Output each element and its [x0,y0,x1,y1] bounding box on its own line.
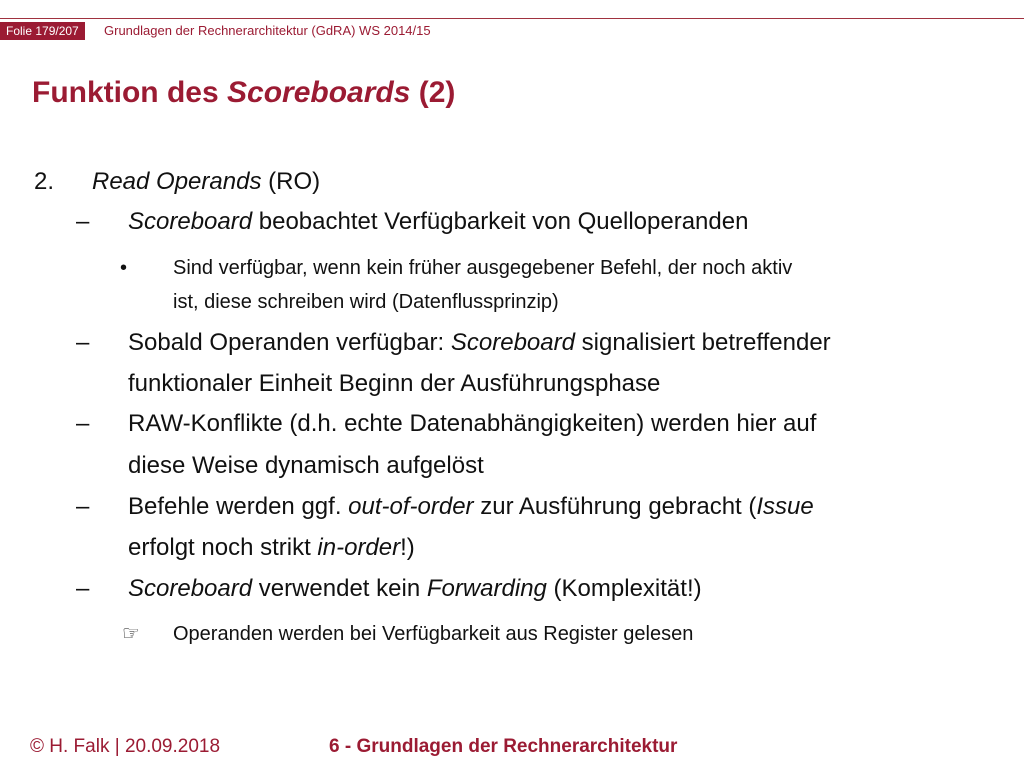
pointing-hand-icon: ☞ [122,623,140,645]
dash5-italic-1: Scoreboard [128,575,253,602]
dash-marker-5: – [76,575,90,602]
dash4-line2-prefix: erfolgt noch strikt [128,534,318,561]
dash5-italic-2: Forwarding [426,575,547,602]
dash-marker-3: – [76,410,90,437]
dash5-suffix: (Komplexität!) [546,575,702,602]
item-number: 2. [34,168,55,195]
course-title: Grundlagen der Rechnerarchitektur (GdRA) WS 2014/15 [104,23,431,38]
title-italic: Scoreboards [227,76,411,109]
dash-marker-2: – [76,329,90,356]
dash-item-2-line-2: funktionaler Einheit Beginn der Ausführungsphase [128,370,661,397]
dash5-mid: verwendet kein [252,575,427,602]
slide-counter: Folie 179/207 [0,22,85,40]
dash4-italic-1: out-of-order [348,493,474,520]
dash2-italic: Scoreboard [450,329,575,356]
dash-item-5 [128,574,702,604]
title-suffix: (2) [410,76,456,109]
dash4-line2-italic: in-order [317,534,401,561]
header-rule [0,18,1024,19]
bullet-marker-1: • [120,257,128,279]
dash1-italic: Scoreboard [128,208,253,235]
bullet-line-2: ist, diese schreiben wird (Datenflussprinzip) [173,291,559,313]
dash-item-2-line-1 [128,328,831,358]
dash-marker-4: – [76,493,90,520]
dash4-italic-2: Issue [756,493,814,520]
dash-item-3-line-2: diese Weise dynamisch aufgelöst [128,452,484,479]
title-prefix: Funktion des [32,76,227,109]
dash1-text: beobachtet Verfügbarkeit von Quelloperanden [252,208,749,235]
dash2-prefix: Sobald Operanden verfügbar: [128,329,451,356]
bullet-line-1: Sind verfügbar, wenn kein früher ausgegebener Befehl, der noch aktiv [173,257,793,279]
dash4-prefix: Befehle werden ggf. [128,493,349,520]
slide-title [32,76,455,110]
dash-item-3-line-1: RAW-Konflikte (d.h. echte Datenabhängigkeiten) werden hier auf [128,410,817,437]
dash4-mid: zur Ausführung gebracht ( [473,493,757,520]
dash-item-1 [128,207,748,237]
dash-marker-1: – [76,208,90,235]
dash2-suffix: signalisiert betreffender [574,329,831,356]
item-italic: Read Operands [92,168,262,195]
dash-item-4-line-1 [128,492,814,522]
dash-item-4-line-2 [128,533,415,563]
note-text: Operanden werden bei Verfügbarkeit aus Register gelesen [173,623,694,645]
item-suffix: (RO) [261,168,321,195]
footer-chapter: 6 - Grundlagen der Rechnerarchitektur [329,736,678,757]
dash4-line2-suffix: !) [400,534,415,561]
numbered-item-text [92,167,320,197]
footer-author-date: © H. Falk | 20.09.2018 [30,736,221,757]
